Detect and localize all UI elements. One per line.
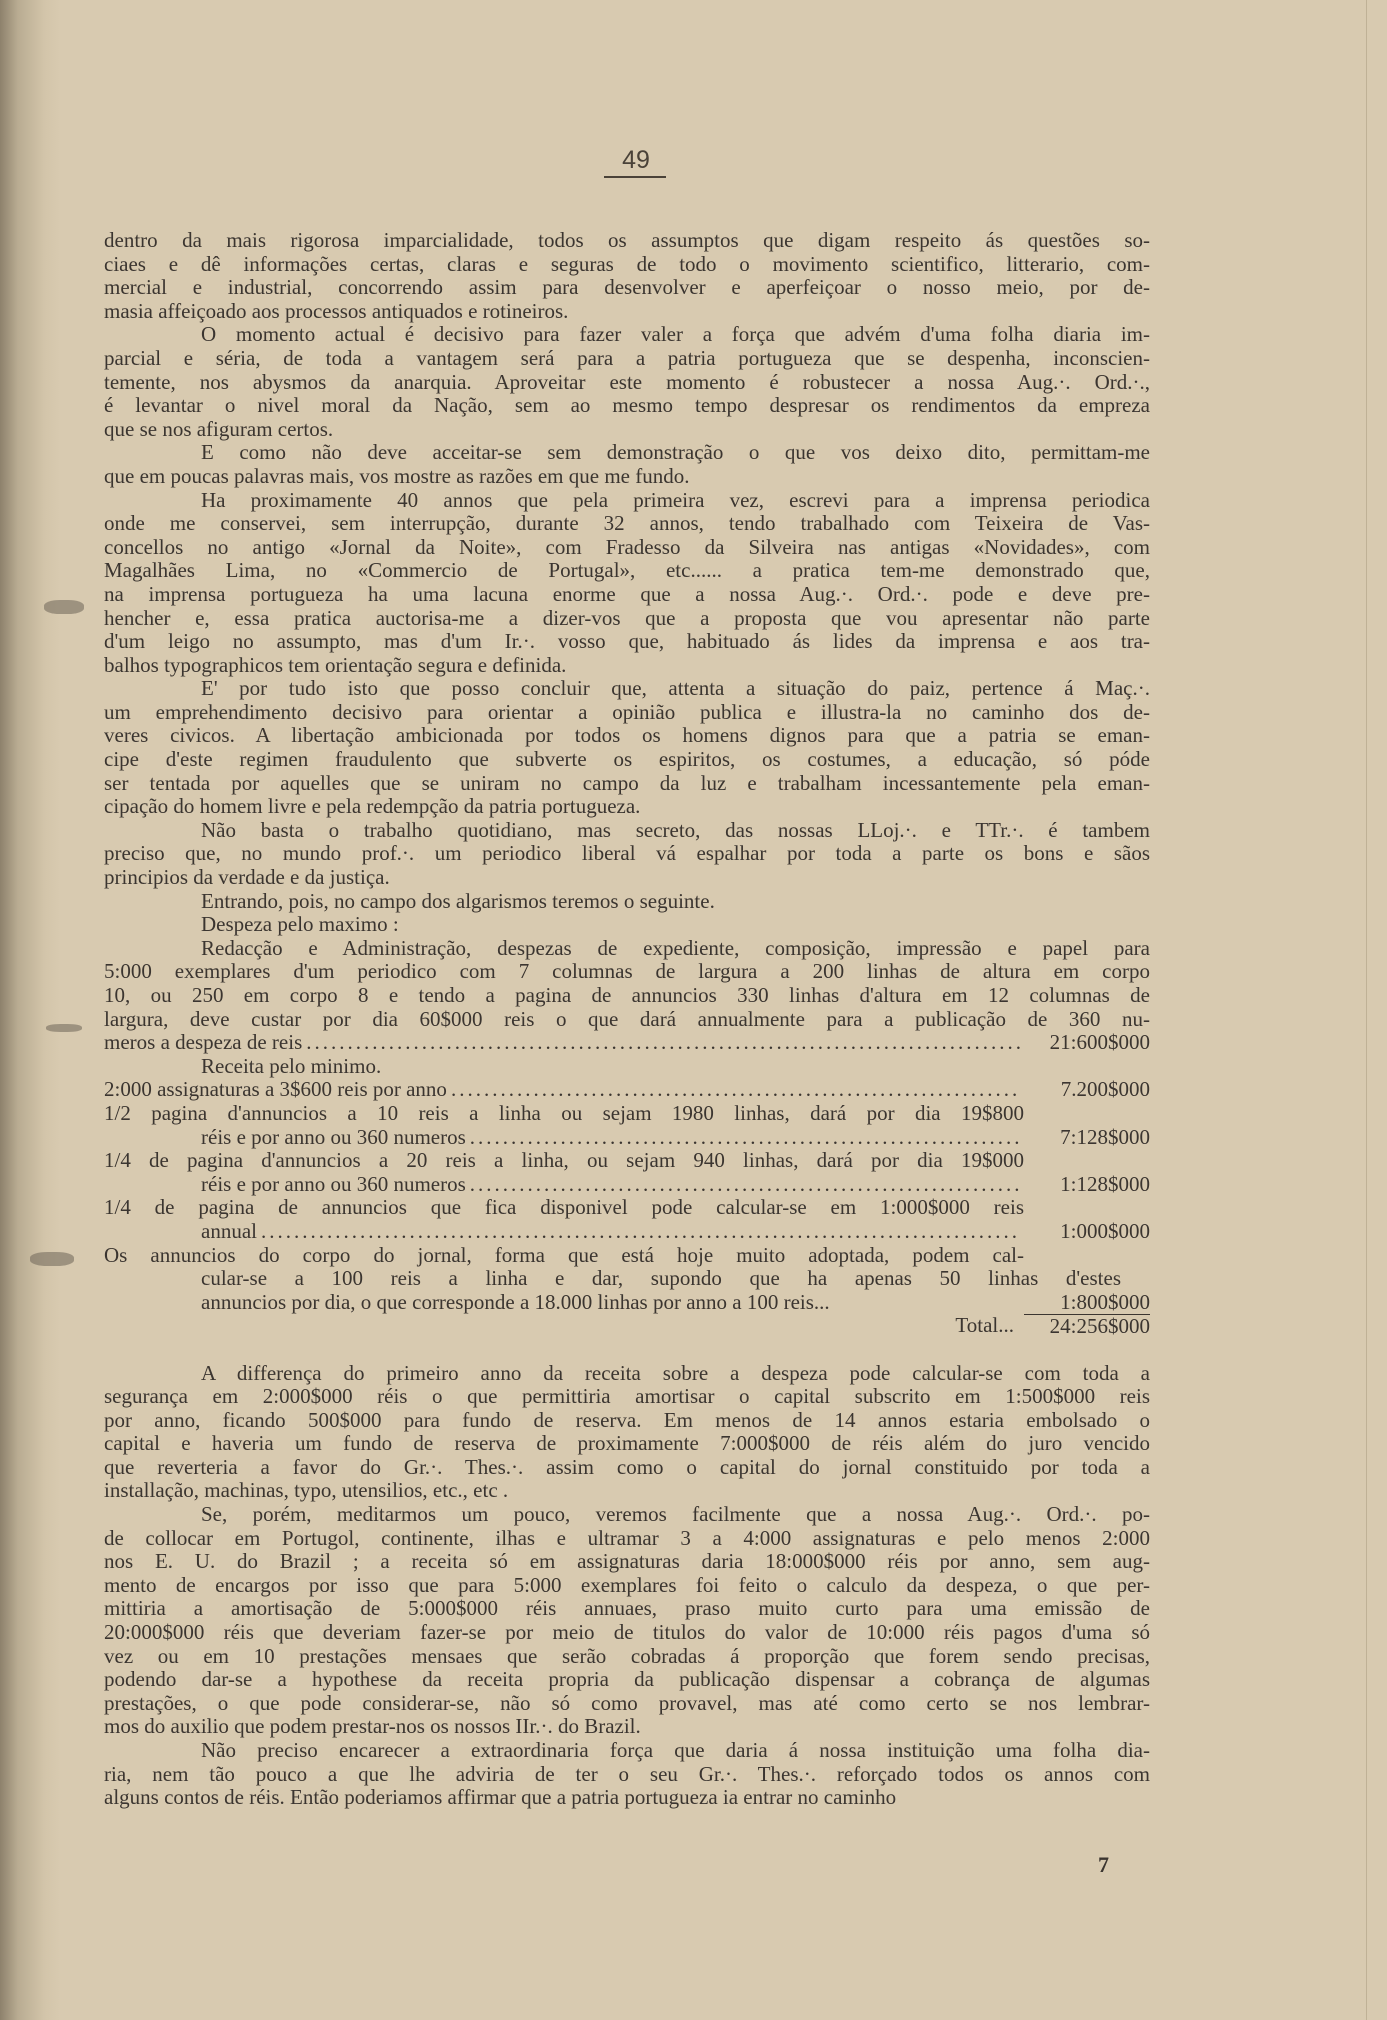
ledger-line	[104, 1126, 1150, 1150]
text-line: segurança em 2:000$000 réis o que permittiria amortisar o capital subscrito em 1:500$000 reis	[104, 1384, 1150, 1409]
despeza-total-row	[104, 1031, 1150, 1055]
ledger-lead	[104, 1126, 1024, 1150]
text-line: mittiria a amortisação de 5:000$000 réis annuaes, praso muito curto para uma emissão de	[104, 1596, 1150, 1621]
text-line: Não preciso encarecer a extraordinaria força que daria á nossa instituição uma folha dia-	[201, 1738, 1150, 1762]
margin-mark	[44, 600, 84, 614]
ledger-line	[104, 1267, 1150, 1291]
text-line: por anno, ficando 500$000 para fundo de reserva. Em menos de 14 annos estaria embolsado o	[104, 1407, 1150, 1432]
leader-dots	[470, 1173, 1020, 1197]
text-line: A differença do primeiro anno da receita sobre a despeza pode calcular-se com toda a	[201, 1360, 1150, 1385]
ledger-amount: 1:000$000	[1060, 1218, 1150, 1243]
text-line: onde me conservei, sem interrupção, durante 32 annos, tendo trabalhado com Teixeira de Vas-	[104, 511, 1150, 536]
text-line: Despeza pelo maximo :	[201, 912, 399, 937]
text-line: de collocar em Portugol, continente, ilhas e ultramar 3 a 4:000 assignaturas e pelo menos 2:000	[104, 1525, 1150, 1550]
paragraph	[104, 1362, 1150, 1504]
text-line: E' por tudo isto que posso concluir que, attenta a situação do paiz, pertence á Maç.·.	[201, 676, 1150, 701]
text-line: ciaes e dê informações certas, claras e seguras de todo o movimento scientifico, litterario, com-	[104, 251, 1150, 276]
text-line: podendo dar-se a hypothese da receita propria da publicação dispensar a cobrança de algumas	[104, 1667, 1150, 1692]
paragraph	[104, 441, 1150, 488]
text-line: veres civicos. A libertação ambicionada por todos os homens dignos para que a patria se eman-	[104, 723, 1150, 748]
paragraph	[104, 677, 1150, 819]
text-line: d'um leigo no assumpto, mas d'um Ir.·. vosso que, habituado ás lides da imprensa e aos tra-	[104, 629, 1150, 654]
text-line: é levantar o nivel moral da Nação, sem ao mesmo tempo despresar os rendimentos da empreza	[104, 393, 1150, 418]
ledger-amount: 7.200$000	[1060, 1077, 1150, 1102]
total-row	[104, 1314, 1150, 1338]
text-line: mos do auxilio que podem prestar-nos os nossos IIr.·. do Brazil.	[104, 1714, 641, 1739]
ledger-item	[104, 1102, 1150, 1149]
text-line: que em poucas palavras mais, vos mostre as razões em que me fundo.	[104, 463, 690, 488]
total-amount: 24:256$000	[1024, 1314, 1150, 1338]
ledger-line	[104, 1196, 1150, 1220]
ledger-item	[104, 1078, 1150, 1102]
ledger-label: réis e por anno ou 360 numeros	[201, 1171, 466, 1196]
ledger-text: 1/4 de pagina d'annuncios a 20 reis a linha, ou sejam 940 linhas, dará por dia 19$000	[104, 1148, 1024, 1173]
leader-dots	[451, 1078, 1020, 1102]
text-line: hencher e, essa pratica auctorisa-me a dizer-vos que a proposta que vou apresentar não parte	[104, 605, 1150, 630]
text-line: que se nos afiguram certos.	[104, 416, 334, 441]
text-line: Magalhães Lima, no «Commercio de Portugal», etc...... a pratica tem-me demonstrado que,	[104, 558, 1150, 583]
paragraph	[104, 1739, 1150, 1810]
text-line: ria, nem tão pouco a que lhe adviria de ter o seu Gr.·. Thes.·. reforçado todos os annos com	[104, 1761, 1150, 1786]
ledger-line	[104, 1078, 1150, 1102]
text-line: principios da verdade e da justiça.	[104, 865, 390, 890]
ledger-text: cular-se a 100 reis a linha e dar, supondo que ha apenas 50 linhas d'estes	[201, 1266, 1121, 1291]
ledger-line	[104, 1220, 1150, 1244]
ledger-amount: 1:800$000	[1060, 1289, 1150, 1314]
paragraph	[104, 489, 1150, 678]
page-number-rule	[604, 176, 666, 178]
receita-ledger	[104, 1078, 1150, 1314]
ledger-item	[104, 1149, 1150, 1196]
text-line: balhos typographicos tem orientação segura e definida.	[104, 652, 567, 677]
paragraphs-bottom	[104, 1362, 1150, 1810]
text-line: masia affeiçoado aos processos antiquados e rotineiros.	[104, 298, 569, 323]
text-line: cipe d'este regimen fraudulento que subverte os espiritos, os costumes, a educação, só póde	[104, 747, 1150, 772]
text-line: mento de encargos por isso que para 5:000 exemplares foi feito o calculo da despeza, o que per-	[104, 1572, 1150, 1597]
despeza-total-label: meros a despeza de reis	[104, 1030, 303, 1055]
page-binding-shadow	[0, 0, 60, 2020]
paragraph	[104, 913, 1150, 937]
ledger-label: annuncios por dia, o que corresponde a 18.000 linhas por anno a 100 reis...	[201, 1289, 830, 1314]
text-line: Redacção e Administração, despezas de expediente, composição, impressão e papel para	[201, 935, 1150, 960]
leader-dots	[306, 1031, 1020, 1055]
ledger-line	[104, 1173, 1150, 1197]
text-line: cipação do homem livre e pela redempção da patria portugueza.	[104, 794, 641, 819]
despeza-total-amount: 21:600$000	[1049, 1030, 1150, 1055]
ledger-label: annual	[201, 1218, 257, 1243]
signature-mark: 7	[1098, 1852, 1109, 1877]
text-line: E como não deve acceitar-se sem demonstração o que vos deixo dito, permittam-me	[201, 440, 1150, 465]
text-line: que reverteria a favor do Gr.·. Thes.·. assim como o capital do jornal constituido por toda a	[104, 1454, 1150, 1479]
spacer	[104, 1338, 1150, 1362]
text-line: nos E. U. do Brazil ; a receita só em assignaturas daria 18:000$000 réis por anno, sem aug-	[104, 1549, 1150, 1574]
text-line: Entrando, pois, no campo dos algarismos teremos o seguinte.	[201, 888, 715, 913]
text-line: Não basta o trabalho quotidiano, mas secreto, das nossas LLoj.·. e TTr.·. é tambem	[201, 817, 1150, 842]
text-line: largura, deve custar por dia 60$000 reis o que dará annualmente para a publicação de 360 nu-	[104, 1006, 1150, 1031]
paragraph	[104, 819, 1150, 890]
text-line: um emprehendimento decisivo para orientar a opinião publica e illustra-la no caminho dos de-	[104, 699, 1150, 724]
text-line: capital e haveria um fundo de reserva de proximamente 7:000$000 de réis além do juro vencido	[104, 1431, 1150, 1456]
ledger-line	[104, 1149, 1150, 1173]
ledger-amount: 7:128$000	[1060, 1124, 1150, 1149]
ledger-amount: 1:128$000	[1060, 1171, 1150, 1196]
page-number: 49	[622, 146, 650, 174]
ledger-lead	[104, 1220, 1024, 1244]
leader-dots	[261, 1220, 1020, 1244]
page-edge	[1366, 0, 1367, 2020]
text-line: alguns contos de réis. Então poderiamos affirmar que a patria portugueza ia entrar no caminho	[104, 1785, 897, 1810]
paragraph	[104, 323, 1150, 441]
ledger-line	[104, 1244, 1150, 1268]
ledger-text: 1/4 de pagina de annuncios que fica disponivel pode calcular-se em 1:000$000 reis	[104, 1195, 1024, 1220]
margin-mark	[46, 1024, 82, 1032]
ledger-text: Os annuncios do corpo do jornal, forma que está hoje muito adoptada, podem cal-	[104, 1242, 1024, 1267]
text-line: prestações, o que pode considerar-se, não só como provavel, mas até como certo se nos lembrar-	[104, 1690, 1150, 1715]
ledger-item	[104, 1244, 1150, 1315]
text-line: Se, porém, meditarmos um pouco, veremos facilmente que a nossa Aug.·. Ord.·. po-	[201, 1502, 1150, 1527]
text-line: concellos no antigo «Jornal da Noite», com Fradesso da Silveira nas antigas «Novidades», com	[104, 534, 1150, 559]
ledger-lead	[104, 1078, 1024, 1102]
ledger-label: 2:000 assignaturas a 3$600 reis por anno	[104, 1077, 447, 1102]
paragraphs-top	[104, 229, 1150, 1031]
total-label: Total...	[955, 1313, 1014, 1338]
ledger-text: 1/2 pagina d'annuncios a 10 reis a linha ou sejam 1980 linhas, dará por dia 19$800	[104, 1100, 1024, 1125]
ledger-label: réis e por anno ou 360 numeros	[201, 1124, 466, 1149]
paragraph	[104, 229, 1150, 323]
margin-mark	[30, 1252, 74, 1266]
paragraph	[104, 890, 1150, 914]
text-line: temente, nos abysmos da anarquia. Aproveitar este momento é robustecer a nossa Aug.·. Ord.·.,	[104, 369, 1150, 394]
text-line: dentro da mais rigorosa imparcialidade, todos os assumptos que digam respeito ás questões so-	[104, 228, 1150, 252]
text-line: installação, machinas, typo, utensilios, etc., etc .	[104, 1478, 509, 1503]
text-line: preciso que, no mundo prof.·. um periodico liberal vá espalhar por toda a parte os bons e sãos	[104, 841, 1150, 866]
text-line: mercial e industrial, concorrendo assim para desenvolver e aperfeiçoar o nosso meio, por de-	[104, 275, 1150, 300]
ledger-lead	[104, 1173, 1024, 1197]
leader-dots	[470, 1126, 1020, 1150]
text-line: ser tentada por aquelles que se uniram no campo da luz e trabalham incessantemente pela eman-	[104, 770, 1150, 795]
text-line: Ha proximamente 40 annos que pela primeira vez, escrevi para a imprensa periodica	[201, 487, 1150, 512]
receita-heading: Receita pelo minimo.	[201, 1053, 382, 1078]
text-line: vez ou em 10 prestações mensaes que serão cobradas á proporção que forem sendo precisas,	[104, 1643, 1150, 1668]
paragraph	[104, 1503, 1150, 1739]
text-line: 10, ou 250 em corpo 8 e tendo a pagina de annuncios 330 linhas d'altura em 12 columnas de	[104, 983, 1150, 1007]
ledger-line	[104, 1291, 1150, 1315]
text-line: parcial e séria, de toda a vantagem será para a patria portugueza que se despenha, inconscien-	[104, 345, 1150, 370]
text-line: O momento actual é decisivo para fazer valer a força que advém d'uma folha diaria im-	[201, 322, 1150, 347]
text-line: 5:000 exemplares d'um periodico com 7 columnas de largura a 200 linhas de altura em corpo	[104, 959, 1150, 984]
paragraph	[104, 937, 1150, 1031]
text-line: na imprensa portugueza ha uma lacuna enorme que a nossa Aug.·. Ord.·. pode e deve pre-	[104, 581, 1150, 606]
document-body	[104, 229, 1150, 1810]
text-line: 20:000$000 réis que deveriam fazer-se por meio de titulos do valor de 10:000 réis pagos d'uma só	[104, 1620, 1150, 1645]
ledger-line	[104, 1102, 1150, 1126]
ledger-item	[104, 1196, 1150, 1243]
ledger-lead	[104, 1291, 1024, 1315]
